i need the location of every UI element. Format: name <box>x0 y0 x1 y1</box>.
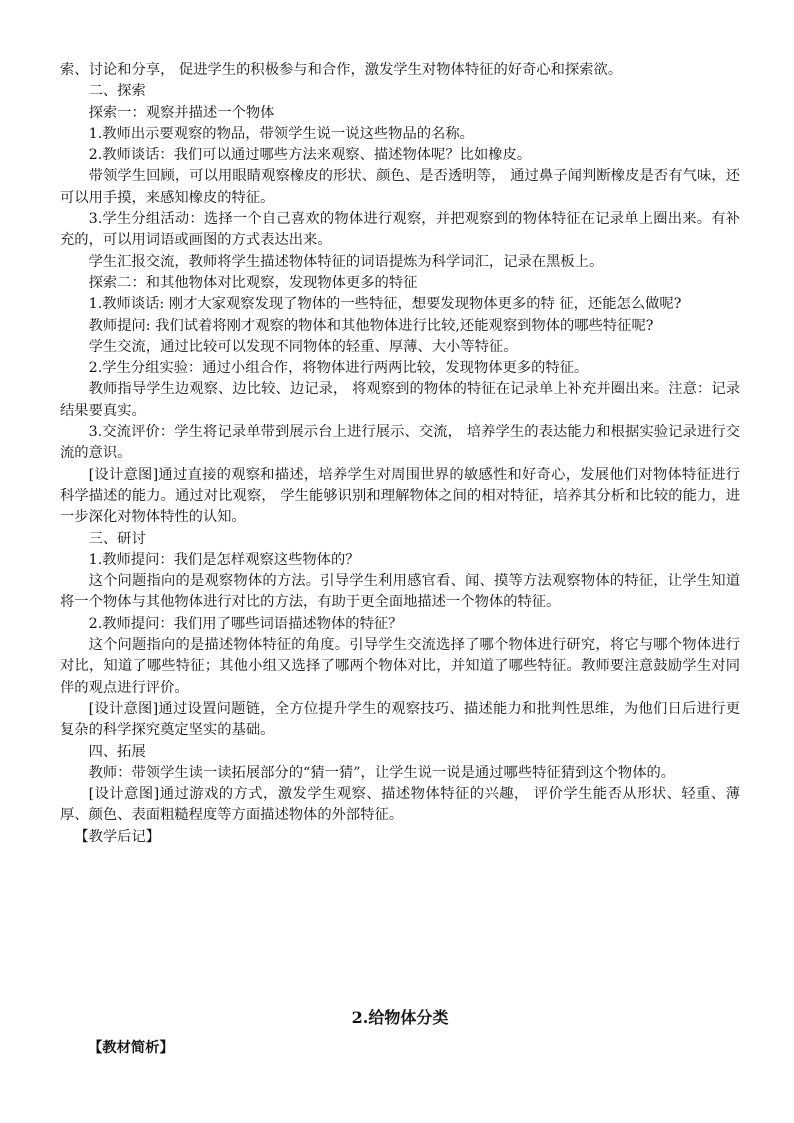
teaching-notes-heading: 【教学后记】 <box>74 828 161 845</box>
heading-extend: 四、拓展 <box>88 743 146 760</box>
paragraph: 2.教师谈话：我们可以通过哪些方法来观察、描述物体呢？比如橡皮。 <box>88 147 532 164</box>
paragraph: 教师提问: 我们试着将刚才观察的物体和其他物体进行比较,还能观察到物体的哪些特征呢? <box>88 317 654 334</box>
paragraph: 索、讨论和分享， 促进学生的积极参与和合作，激发学生对物体特征的好奇心和探索欲。 <box>60 62 623 78</box>
paragraph: 2.学生分组实验：通过小组合作，将物体进行两两比较，发现物体更多的特征。 <box>88 360 589 377</box>
section-title: 2.给物体分类 <box>351 1008 449 1027</box>
heading-discuss: 三、研讨 <box>88 530 146 547</box>
paragraph: 1.教师出示要观察的物品，带领学生说一说这些物品的名称。 <box>88 125 474 142</box>
paragraph: 学生交流，通过比较可以发现不同物体的轻重、厚薄、大小等特征。 <box>88 338 518 355</box>
section-subtitle: 【教材简析】 <box>88 1040 174 1056</box>
document-body <box>60 60 740 848</box>
subheading-explore-1: 探索一：观察并描述一个物体 <box>88 104 275 121</box>
paragraph: 学生汇报交流，教师将学生描述物体特征的词语提炼为科学词汇，记录在黑板上。 <box>88 253 604 270</box>
subheading-explore-2: 探索二：和其他物体对比观察，发现物体更多的特征 <box>88 274 418 291</box>
paragraph: 这个问题指向的是描述物体特征的角度。引导学生交流选择了哪个物体进行研究，将它与哪个物体进行对比，知道了哪些特征；其他小组又选择了哪两个物体对比，并知道了哪些特征。教师要注意鼓励学生对同伴的观点进行评价。 <box>60 637 740 696</box>
paragraph: 这个问题指向的是观察物体的方法。引导学生利用感官看、闻、摸等方法观察物体的特征，让学生知道将一个物体与其他物体进行对比的方法，有助于更全面地描述一个物体的特征。 <box>60 573 740 611</box>
paragraph: 3.交流评价：学生将记录单带到展示台上进行展示、交流， 培养学生的表达能力和根据实验记录进行交流的意识。 <box>60 424 740 462</box>
design-intent-paragraph: [设计意图]通过直接的观察和描述，培养学生对周围世界的敏感性和好奇心，发展他们对物体特征进行科学描述的能力。通过对比观察， 学生能够识别和理解物体之间的相对特征，培养其分析和比较的能力，进一步深化对物体特性的认知。 <box>60 466 740 526</box>
paragraph: 教师：带领学生读一读拓展部分的“猜一猜”，让学生说一说是通过哪些特征猜到这个物体的。 <box>88 764 676 781</box>
paragraph: 3.学生分组活动：选择一个自己喜欢的物体进行观察，并把观察到的物体特征在记录单上圈出来。有补充的，可以用词语或画图的方式表达出来。 <box>60 211 740 249</box>
paragraph: 带领学生回顾，可以用眼睛观察橡皮的形状、颜色、是否透明等， 通过鼻子闻判断橡皮是否有气味，还可以用手摸，来感知橡皮的特征。 <box>60 168 740 206</box>
paragraph: 教师指导学生边观察、边比较、边记录， 将观察到的物体的特征在记录单上补充并圈出来。注意：记录结果要真实。 <box>60 381 740 419</box>
paragraph: 1.教师提问：我们是怎样观察这些物体的？ <box>88 551 360 568</box>
paragraph: 2.教师提问：我们用了哪些词语描述物体的特征？ <box>88 615 403 632</box>
design-intent-paragraph: [设计意图]通过设置问题链，全方位提升学生的观察技巧、描述能力和批判性思维，为他们日后进行更复杂的科学探究奠定坚实的基础。 <box>60 700 740 739</box>
heading-explore: 二、探索 <box>88 83 146 100</box>
design-intent-paragraph: [设计意图]通过游戏的方式，激发学生观察、描述物体特征的兴趣， 评价学生能否从形状、轻重、薄厚、颜色、表面粗糙程度等方面描述物体的外部特征。 <box>60 786 740 824</box>
paragraph: 1.教师谈话: 刚才大家观察发现了物体的一些特征，想要发现物体更多的特 征，还能怎么做呢? <box>88 296 682 313</box>
